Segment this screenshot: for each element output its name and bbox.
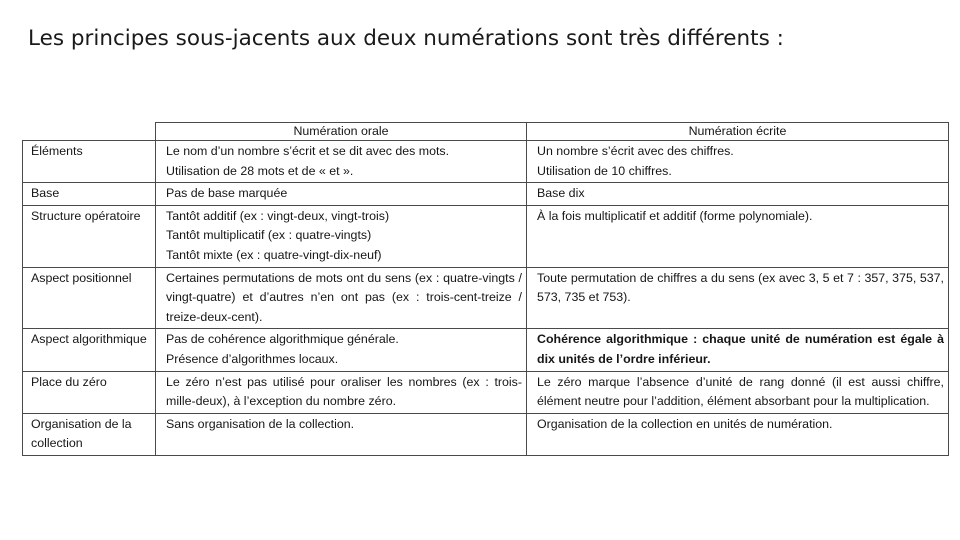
table-row [23, 413, 949, 455]
cell-line: Utilisation de 10 chiffres. [537, 163, 672, 178]
cell-line: Base dix [537, 186, 585, 201]
cell-line: Tantôt mixte (ex : quatre-vingt-dix-neuf) [166, 247, 382, 262]
cell-line: Cohérence algorithmique : chaque unité de numération est égale à dix unités de l’ordre inférieur. [537, 332, 944, 366]
table-row [23, 205, 949, 267]
header-ecrite: Numération écrite [527, 123, 949, 141]
ecrite-cell [527, 329, 949, 371]
cell-line: Certaines permutations de mots ont du sens (ex : quatre-vingts / vingt-quatre) et d’autres n’en ont pas (ex : trois-cent-treize / treize-deux-cent). [166, 270, 522, 324]
row-label: Structure opératoire [23, 205, 156, 267]
row-label: Aspect algorithmique [23, 329, 156, 371]
cell-line: Organisation de la collection en unités de numération. [537, 416, 833, 431]
cell-line: Le zéro n’est pas utilisé pour oraliser les nombres (ex : trois-mille-deux), à l’exception du nombre zéro. [166, 374, 522, 409]
table-row [23, 141, 949, 183]
row-label: Base [23, 183, 156, 206]
ecrite-cell [527, 267, 949, 329]
slide-title: Les principes sous-jacents aux deux numérations sont très différents : [28, 26, 784, 51]
ecrite-cell [527, 371, 949, 413]
table-row [23, 329, 949, 371]
cell-line: Tantôt multiplicatif (ex : quatre-vingts) [166, 228, 372, 243]
row-label: Éléments [23, 141, 156, 183]
table-row [23, 371, 949, 413]
cell-line: Le nom d’un nombre s’écrit et se dit avec des mots. [166, 144, 450, 158]
oral-cell [156, 183, 527, 206]
oral-cell [156, 329, 527, 371]
table-header-row [23, 123, 949, 141]
cell-line: Pas de cohérence algorithmique générale. [166, 332, 399, 347]
oral-cell [156, 141, 527, 183]
ecrite-cell [527, 183, 949, 206]
cell-line: Utilisation de 28 mots et de « et ». [166, 163, 354, 178]
cell-line: Le zéro marque l’absence d’unité de rang donné (il est aussi chiffre, élément neutre pour l’addition, élément absorbant pour la multiplication. [537, 374, 944, 409]
ecrite-cell [527, 205, 949, 267]
ecrite-cell [527, 141, 949, 183]
ecrite-cell [527, 413, 949, 455]
row-label: Place du zéro [23, 371, 156, 413]
oral-cell [156, 205, 527, 267]
cell-line: Pas de base marquée [166, 186, 288, 201]
table-row [23, 183, 949, 206]
header-oral: Numération orale [156, 123, 527, 141]
cell-line: À la fois multiplicatif et additif (forme polynomiale). [537, 208, 813, 223]
table-row [23, 267, 949, 329]
cell-line: Sans organisation de la collection. [166, 416, 355, 431]
row-label: Organisation de la collection [23, 413, 156, 455]
cell-line: Tantôt additif (ex : vingt-deux, vingt-trois) [166, 208, 390, 223]
cell-line: Un nombre s’écrit avec des chiffres. [537, 144, 734, 158]
comparison-table [22, 122, 949, 456]
oral-cell [156, 371, 527, 413]
oral-cell [156, 267, 527, 329]
empty-corner-cell [23, 123, 156, 141]
cell-line: Toute permutation de chiffres a du sens (ex avec 3, 5 et 7 : 357, 375, 537, 573, 735 et 753). [537, 270, 944, 305]
cell-line: Présence d’algorithmes locaux. [166, 351, 339, 366]
row-label: Aspect positionnel [23, 267, 156, 329]
oral-cell [156, 413, 527, 455]
